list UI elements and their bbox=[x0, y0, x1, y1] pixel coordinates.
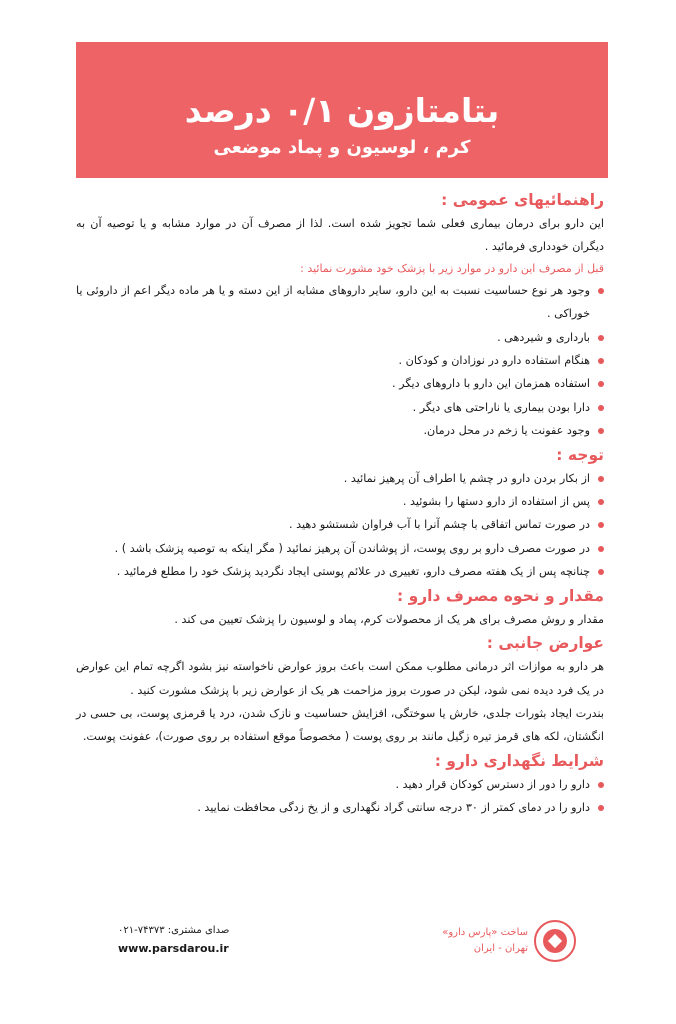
leaflet-body bbox=[76, 178, 608, 820]
caution-list bbox=[76, 467, 604, 584]
consult-list bbox=[76, 279, 604, 443]
bullet-icon bbox=[598, 476, 604, 482]
list-item: وجود هر نوع حساسیت نسبت به این دارو، سایر داروهای مشابه از این دسته و یا هر ماده دیگر اعم از داروئی یا خوراکی . bbox=[76, 279, 604, 326]
pars-darou-logo-icon bbox=[534, 920, 576, 962]
bullet-icon bbox=[598, 428, 604, 434]
list-item: دارو را در دمای کمتر از ۳۰ درجه سانتی گراد نگهداری و از یخ زدگی محافظت نمایید . bbox=[76, 796, 604, 819]
list-item: چنانچه پس از یک هفته مصرف دارو، تغییری در علائم پوستی ایجاد نگردید پزشک خود را مطلع فرمائید . bbox=[76, 560, 604, 583]
title-banner bbox=[76, 42, 608, 178]
website-link[interactable]: www.parsdarou.ir bbox=[118, 942, 229, 955]
list-item: استفاده همزمان این دارو با داروهای دیگر . bbox=[76, 372, 604, 395]
bullet-icon bbox=[598, 358, 604, 364]
bullet-icon bbox=[598, 805, 604, 811]
general-heading: راهنمائیهای عمومی : bbox=[441, 191, 604, 209]
general-paragraph: این دارو برای درمان بیماری فعلی شما تجویز شده است. لذا از مصرف آن در موارد مشابه و یا توصیه آن به دیگران خودداری فرمائید . bbox=[76, 217, 604, 254]
list-item: دارا بودن بیماری یا ناراحتی های دیگر . bbox=[76, 396, 604, 419]
bullet-icon bbox=[598, 499, 604, 505]
list-item: وجود عفونت یا زخم در محل درمان. bbox=[76, 419, 604, 442]
bullet-icon bbox=[598, 546, 604, 552]
bullet-icon bbox=[598, 288, 604, 294]
manufacturer-block bbox=[442, 920, 576, 962]
list-item: پس از استفاده از دارو دستها را بشوئید . bbox=[76, 490, 604, 513]
customer-phone: صدای مشتری: ۷۴۳۷۳-۰۲۱ bbox=[118, 925, 230, 936]
side-effects-paragraph: هر دارو به موازات اثر درمانی مطلوب ممکن است باعث بروز عوارض ناخواسته نیز بشود اگرچه تمام این عوارض در یک فرد دیده نمی شود، لیکن در صورت بروز مزاحمت هر یک از عوارض زیر با پزشک مشورت کنید . bbox=[76, 660, 604, 697]
storage-list bbox=[76, 773, 604, 820]
bullet-icon bbox=[598, 569, 604, 575]
bullet-icon bbox=[598, 522, 604, 528]
dosage-paragraph: مقدار و روش مصرف برای هر یک از محصولات کرم، پماد و لوسیون را پزشک تعیین می کند . bbox=[174, 612, 604, 626]
list-item: بارداری و شیردهی . bbox=[76, 326, 604, 349]
drug-title: بتامتازون ۰/۱ درصد bbox=[184, 91, 500, 130]
bullet-icon bbox=[598, 381, 604, 387]
list-item: هنگام استفاده دارو در نوزادان و کودکان . bbox=[76, 349, 604, 372]
dosage-heading: مقدار و نحوه مصرف دارو : bbox=[397, 586, 604, 605]
bullet-icon bbox=[598, 405, 604, 411]
storage-heading: شرایط نگهداری دارو : bbox=[434, 751, 604, 770]
consult-note: قبل از مصرف این دارو در موارد زیر با پزشک خود مشورت نمائید : bbox=[300, 261, 604, 275]
manufacturer-name: ساخت «پارس دارو» bbox=[442, 927, 528, 938]
footer bbox=[118, 918, 576, 968]
bullet-icon bbox=[598, 782, 604, 788]
side-effects-list: بندرت ایجاد بثورات جلدی، خارش یا سوختگی، افزایش حساسیت و نازک شدن، درد یا قرمزی پوست، بی حسی در انگشتان، لکه های قرمز تیره زگیل مانند بر روی پوست ( مخصوصاً موقع استفاده بر روی صورت)، عفونت پوست. bbox=[76, 706, 604, 744]
caution-heading: توجه : bbox=[556, 445, 604, 464]
list-item: از بکار بردن دارو در چشم یا اطراف آن پرهیز نمائید . bbox=[76, 467, 604, 490]
contact-block bbox=[118, 922, 229, 958]
bullet-icon bbox=[598, 335, 604, 341]
list-item: دارو را دور از دسترس کودکان قرار دهید . bbox=[76, 773, 604, 796]
list-item: در صورت مصرف دارو بر روی پوست، از پوشاندن آن پرهیز نمائید ( مگر اینکه به توصیه پزشک باشد ) . bbox=[76, 537, 604, 560]
drug-forms: کرم ، لوسیون و پماد موضعی bbox=[213, 137, 471, 158]
side-effects-heading: عوارض جانبی : bbox=[486, 634, 604, 653]
leaflet bbox=[76, 42, 608, 820]
manufacturer-city: تهران - ایران bbox=[473, 943, 528, 954]
list-item: در صورت تماس اتفاقی با چشم آنرا با آب فراوان شستشو دهید . bbox=[76, 513, 604, 536]
